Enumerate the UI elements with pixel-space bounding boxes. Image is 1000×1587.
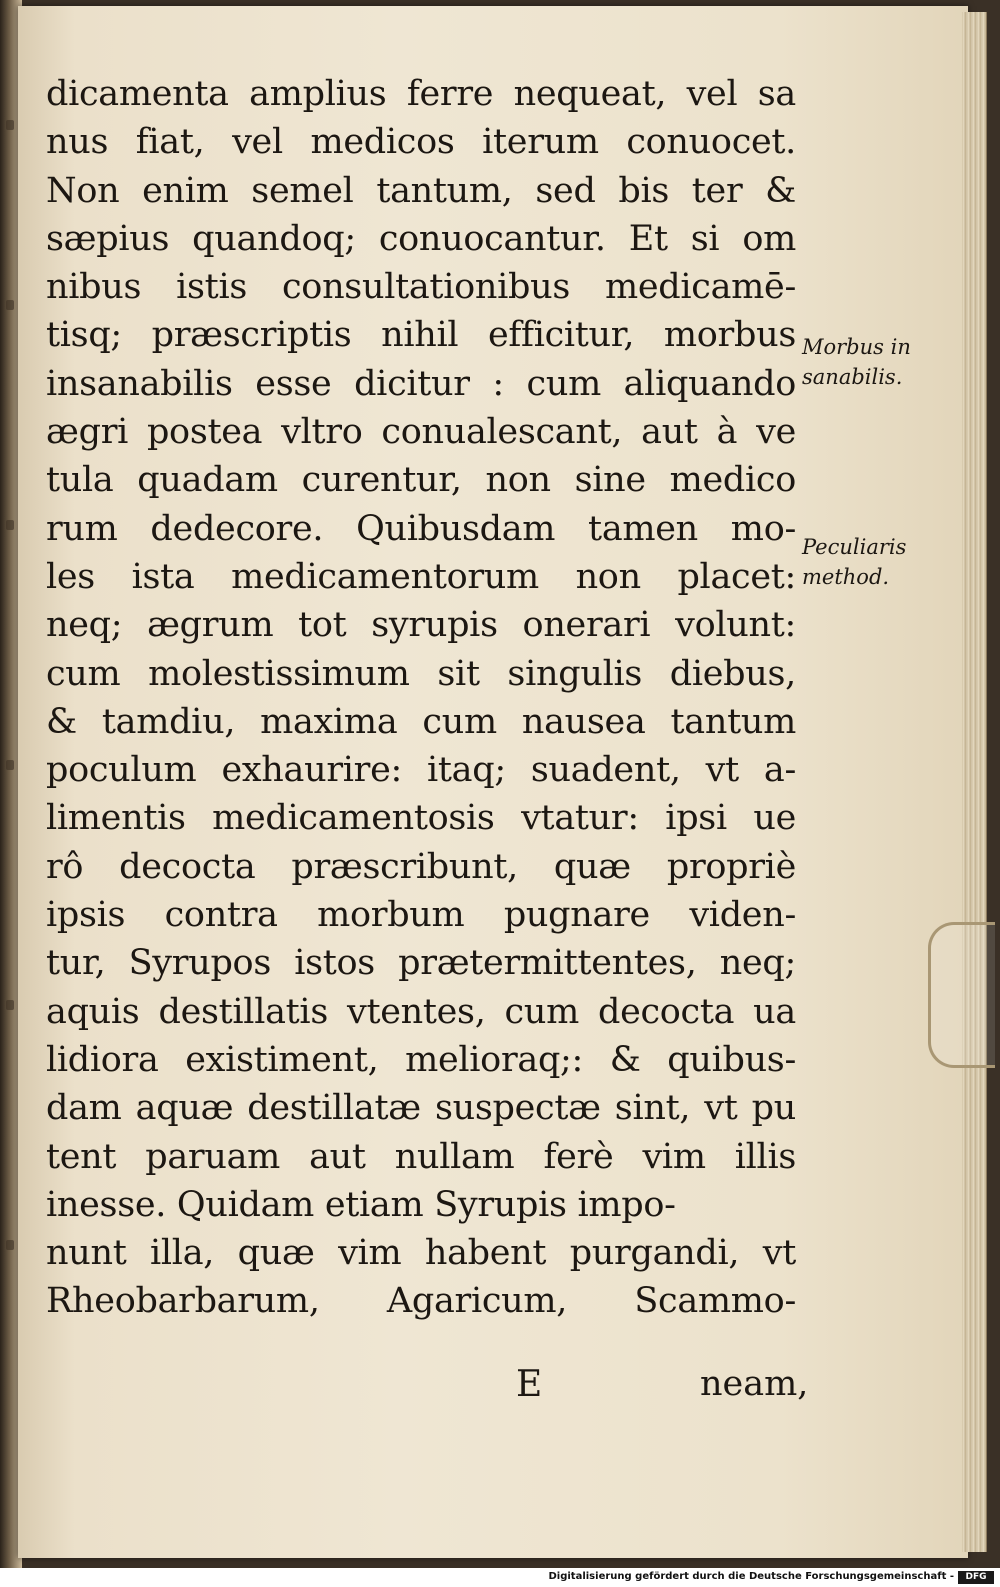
edge-mark [6, 520, 14, 530]
text-line: cum molestissimum sit singulis diebus, [46, 653, 796, 694]
margin-note-line: Peculiaris [802, 535, 907, 559]
text-line: tur, Syrupos istos prætermittentes, neq; [46, 943, 796, 984]
text-line: nibus istis consultationibus medicamē- [46, 267, 796, 308]
text-line: & tamdiu, maxima cum nausea tantum [46, 701, 796, 742]
dfg-logo: DFG [958, 1571, 994, 1584]
text-line: rô decocta præscribunt, quæ propriè [46, 846, 796, 887]
text-line: tula quadam curentur, non sine medico [46, 460, 796, 501]
signature-mark: E [516, 1364, 543, 1405]
text-line: sæpius quandoq; conuocantur. Et si om [46, 218, 796, 259]
text-line: poculum exhaurire: itaq; suadent, vt a- [46, 750, 796, 791]
text-line: ægri postea vltro conualescant, aut à ve [46, 412, 796, 453]
text-line: neq; ægrum tot syrupis onerari volunt: [46, 605, 796, 646]
text-line: les ista medicamentorum non placet: [46, 556, 796, 597]
body-text [46, 70, 796, 1326]
edge-mark [6, 760, 14, 770]
page-stack-edge [962, 12, 987, 1552]
margin-note-method [802, 532, 952, 592]
text-line: nus fiat, vel medicos iterum conuocet. [46, 122, 796, 163]
text-line: Non enim semel tantum, sed bis ter & [46, 170, 796, 211]
catchword: neam, [700, 1364, 809, 1404]
text-line: dicamenta amplius ferre nequeat, vel sa [46, 74, 796, 114]
margin-note-morbus [802, 332, 952, 392]
text-line: tisq; præscriptis nihil efficitur, morbus [46, 315, 796, 356]
text-line: inesse. Quidam etiam Syrupis impo- [46, 1184, 676, 1225]
edge-mark [6, 300, 14, 310]
text-line: rum dedecore. Quibusdam tamen mo- [46, 508, 796, 549]
text-line: ipsis contra morbum pugnare viden- [46, 895, 796, 936]
text-line: dam aquæ destillatæ suspectæ sint, vt pu [46, 1088, 796, 1129]
text-line: aquis destillatis vtentes, cum decocta ua [46, 991, 796, 1032]
margin-note-line: sanabilis. [802, 365, 903, 389]
text-line: tent paruam aut nullam ferè vim illis [46, 1136, 796, 1177]
text-line: insanabilis esse dicitur : cum aliquando [46, 363, 796, 404]
page-clip [928, 922, 995, 1068]
text-line: lidiora existiment, melioraq;: & quibus- [46, 1039, 796, 1080]
margin-note-line: Morbus in [802, 335, 911, 359]
text-line: Rheobarbarum, Agaricum, Scammo- [46, 1281, 796, 1322]
footer-credit: Digitalisierung gefördert durch die Deutsche Forschungsgemeinschaft - [548, 1571, 954, 1582]
text-line: nunt illa, quæ vim habent purgandi, vt [46, 1233, 796, 1274]
footer-bar [0, 1568, 1000, 1587]
edge-mark [6, 1240, 14, 1250]
edge-mark [6, 1000, 14, 1010]
text-line: limentis medicamentosis vtatur: ipsi ue [46, 798, 796, 839]
edge-mark [6, 120, 14, 130]
margin-note-line: method. [802, 565, 890, 589]
